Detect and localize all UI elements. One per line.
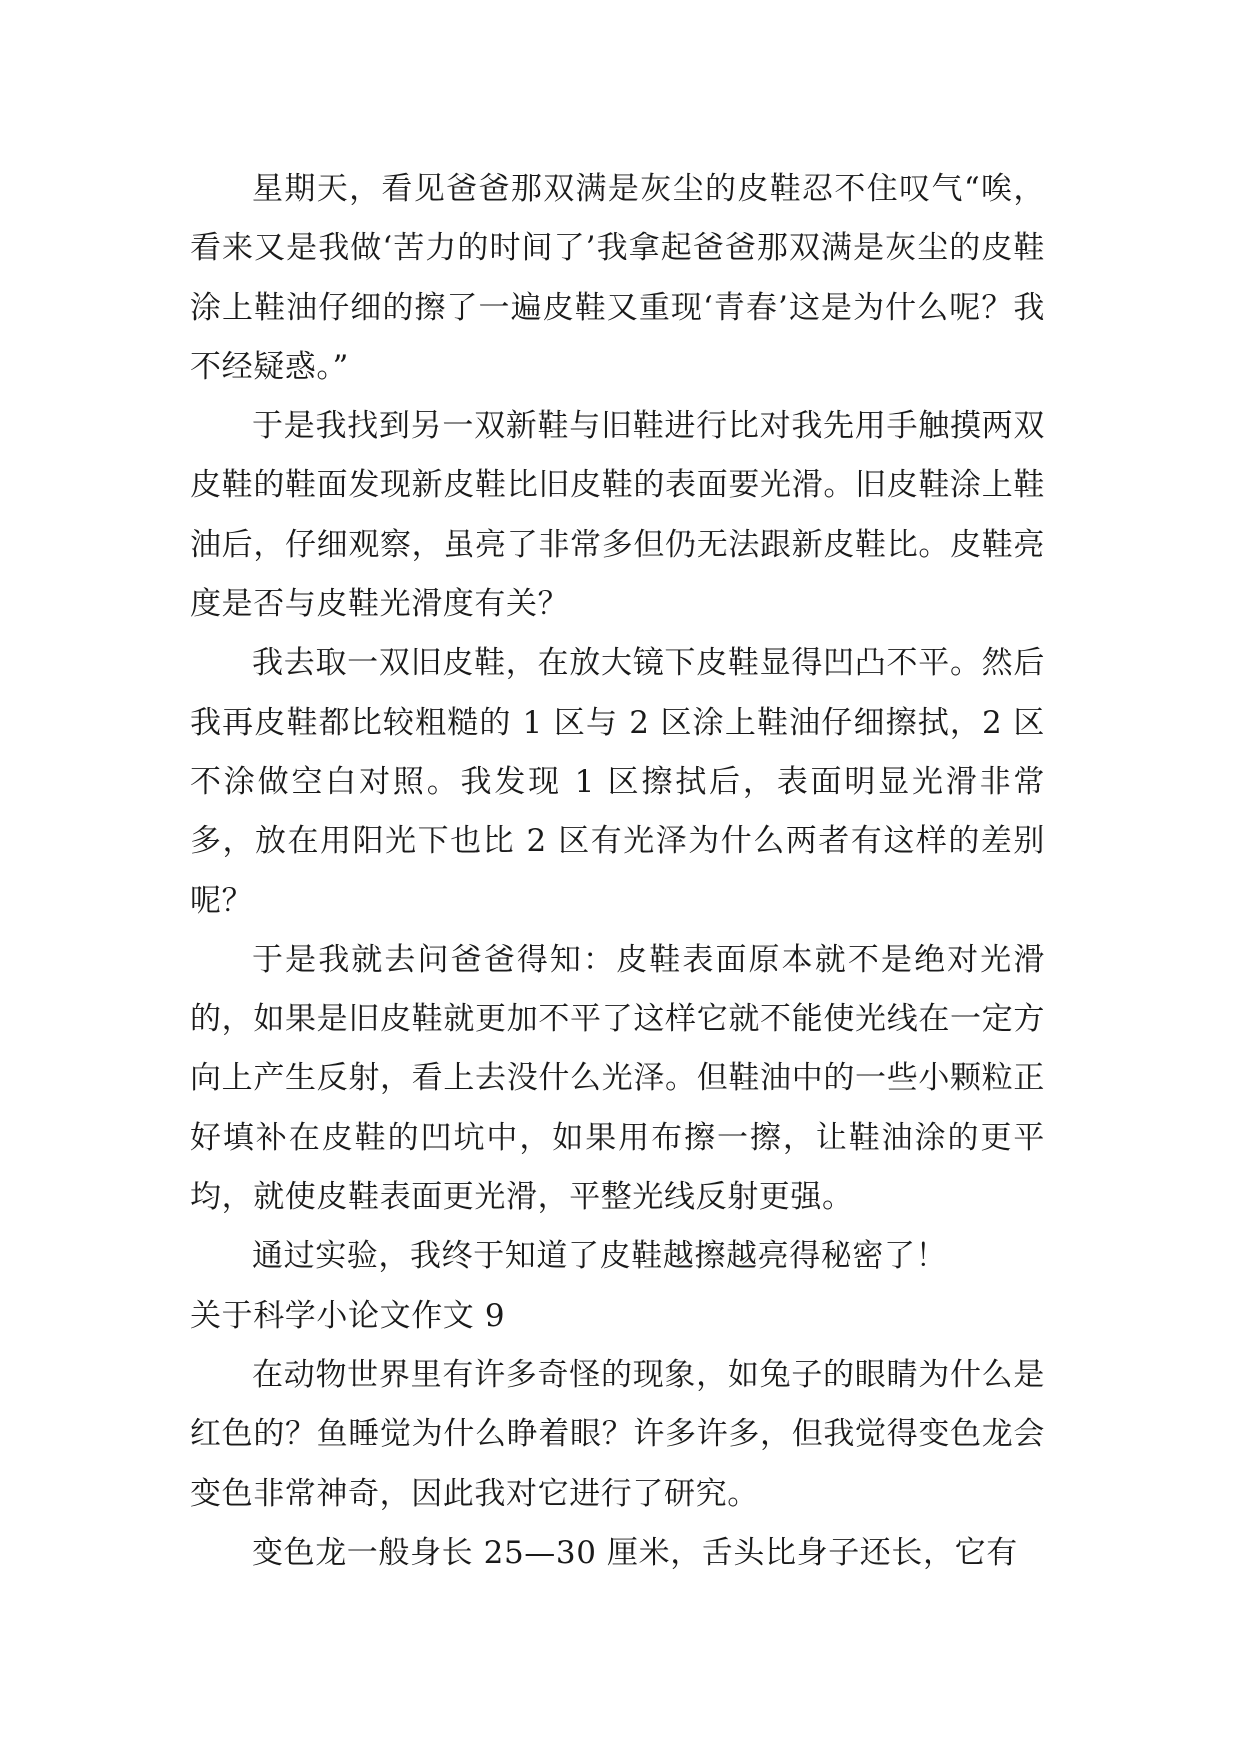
paragraph: 在动物世界里有许多奇怪的现象，如兔子的眼睛为什么是红色的？鱼睡觉为什么睁着眼？许多许多，但我觉得变色龙会变色非常神奇，因此我对它进行了研究。 — [190, 1356, 1045, 1512]
paragraph: 于是我找到另一双新鞋与旧鞋进行比对我先用手触摸两双皮鞋的鞋面发现新皮鞋比旧皮鞋的表面要光滑。旧皮鞋涂上鞋油后，仔细观察，虽亮了非常多但仍无法跟新皮鞋比。皮鞋亮度是否与皮鞋光滑度有关？ — [190, 408, 1045, 623]
paragraph: 通过实验，我终于知道了皮鞋越擦越亮得秘密了！ — [252, 1238, 948, 1275]
paragraph: 变色龙一般身长 25—30 厘米，舌头比身子还长，它有 — [252, 1534, 1018, 1571]
document-body — [190, 160, 1045, 1583]
section-heading: 关于科学小论文作文 9 — [190, 1297, 506, 1334]
paragraph: 于是我就去问爸爸得知：皮鞋表面原本就不是绝对光滑的，如果是旧皮鞋就更加不平了这样它就不能使光线在一定方向上产生反射，看上去没什么光泽。但鞋油中的一些小颗粒正好填补在皮鞋的凹坑中，如果用布擦一擦，让鞋油涂的更平均，就使皮鞋表面更光滑，平整光线反射更强。 — [190, 941, 1045, 1216]
paragraph: 我去取一双旧皮鞋，在放大镜下皮鞋显得凹凸不平。然后我再皮鞋都比较粗糙的 1 区与 2 区涂上鞋油仔细擦拭，2 区不涂做空白对照。我发现 1 区擦拭后，表面明显光滑非常多，放在用阳光下也比 2 区有光泽为什么两者有这样的差别呢？ — [190, 645, 1045, 919]
paragraph: 星期天，看见爸爸那双满是灰尘的皮鞋忍不住叹气“唉，看来又是我做‘苦力的时间了’我拿起爸爸那双满是灰尘的皮鞋涂上鞋油仔细的擦了一遍皮鞋又重现‘青春’这是为什么呢？我不经疑惑。” — [190, 171, 1045, 385]
